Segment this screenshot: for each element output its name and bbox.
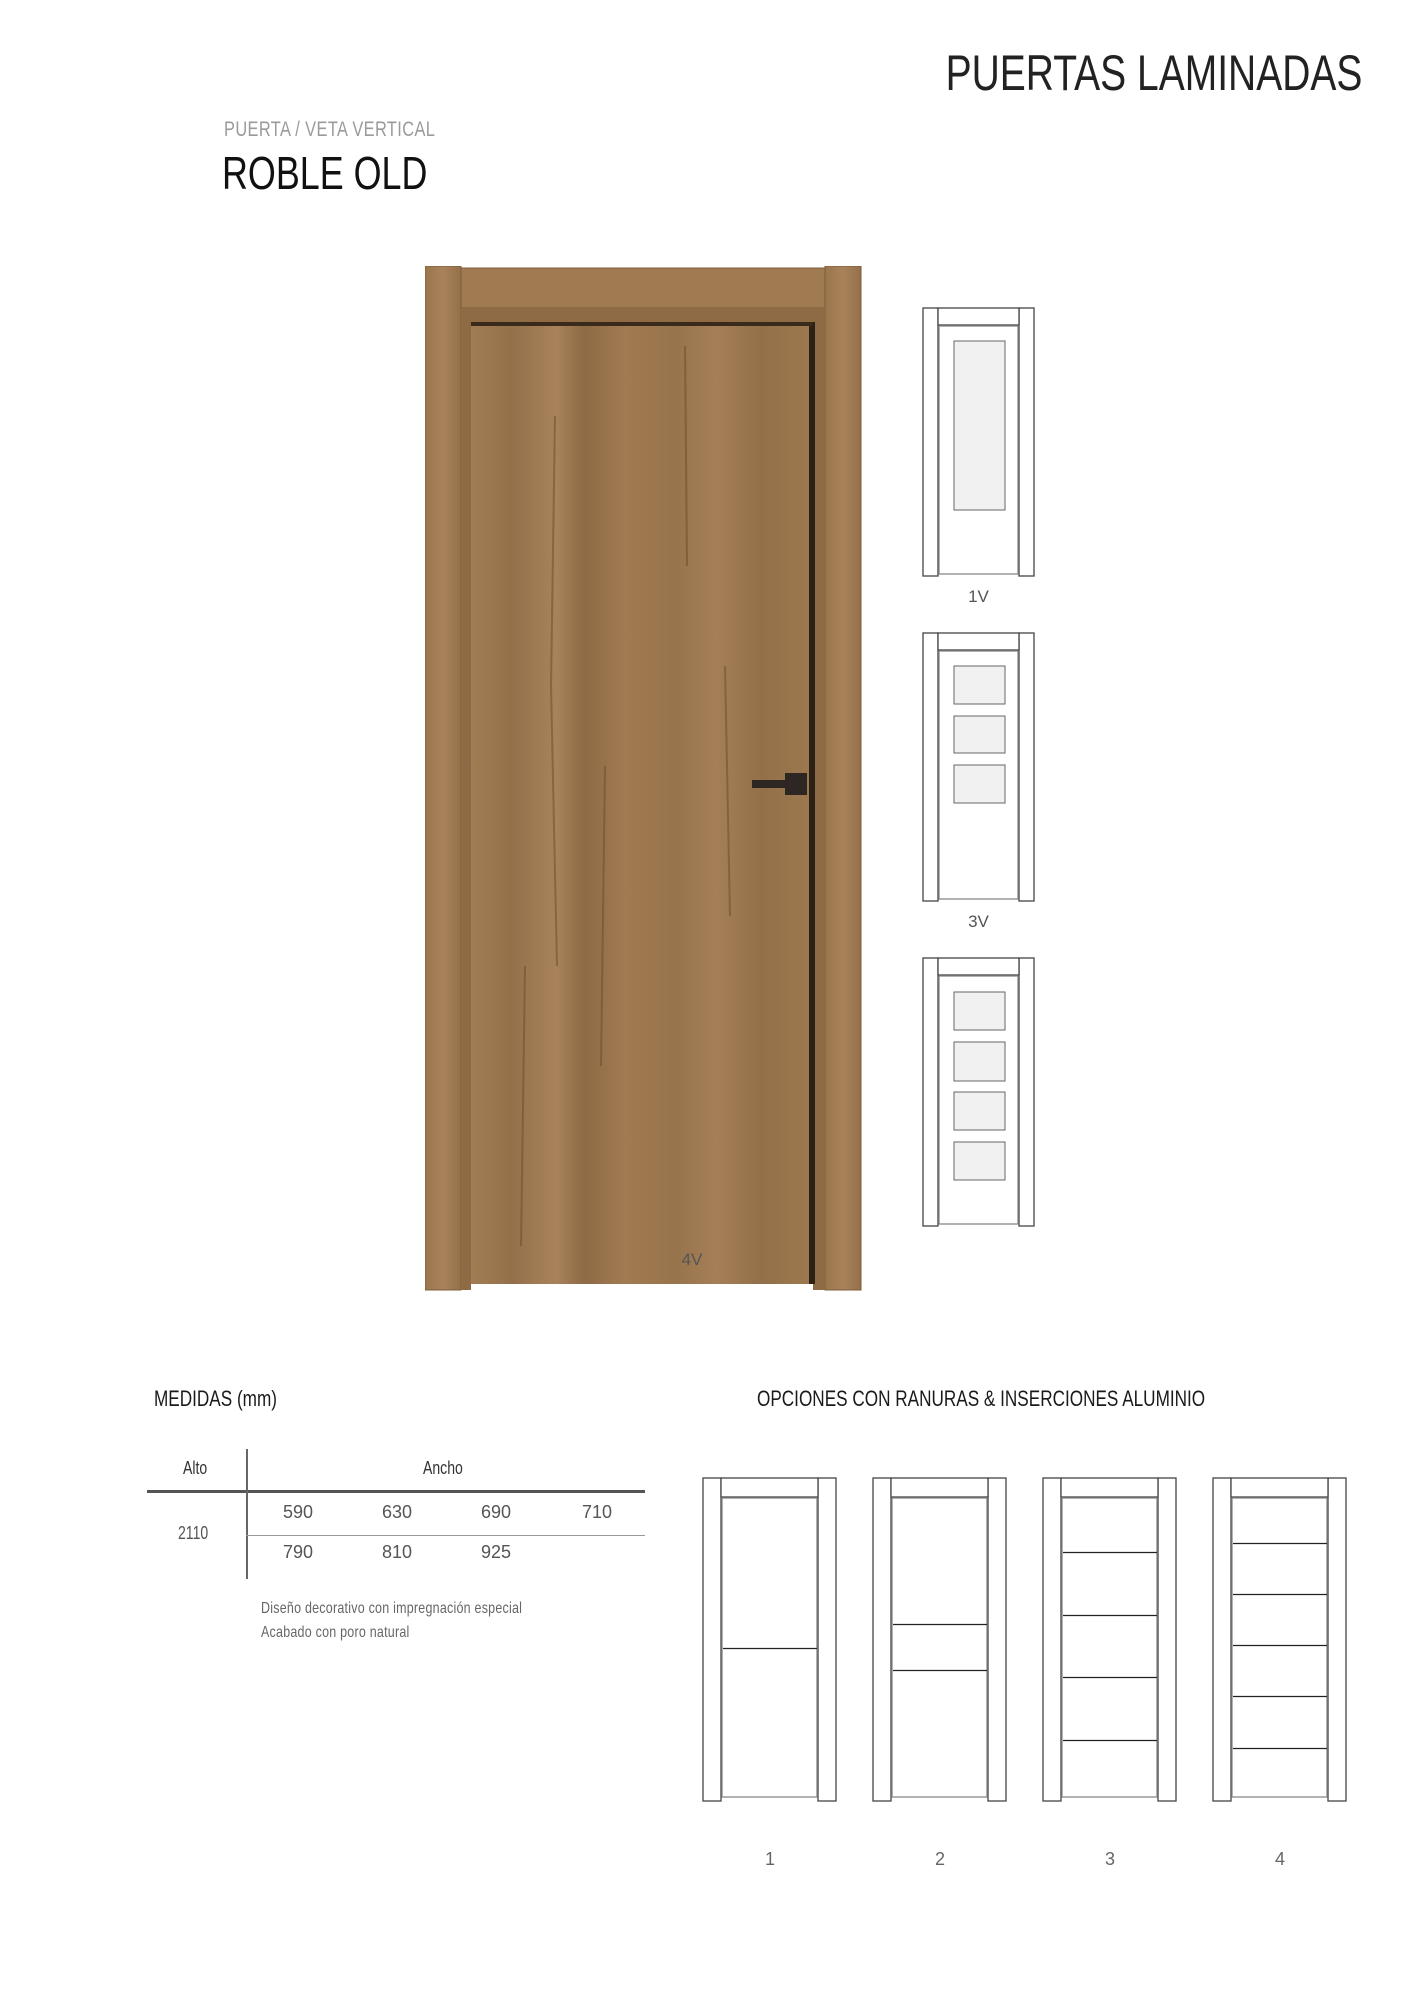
product-category-text: PUERTA / VETA VERTICAL	[224, 118, 436, 141]
product-name-text: ROBLE OLD	[222, 147, 428, 199]
door-variant-4v	[922, 957, 1037, 1229]
ancho-cell: 790	[283, 1542, 314, 1562]
glass-panel	[954, 1092, 1005, 1130]
ancho-cell: 710	[582, 1502, 613, 1522]
page-title-text: PUERTAS LAMINADAS	[945, 45, 1362, 101]
ancho-cell: 925	[481, 1542, 512, 1562]
glass-panel	[954, 992, 1005, 1030]
alto-header-text: Alto	[183, 1458, 208, 1478]
groove-option-4	[1212, 1477, 1348, 1803]
groove-option-label: 3	[1104, 1849, 1115, 1869]
door-variant-label: 3V	[968, 912, 989, 931]
door-variant-1v	[922, 307, 1037, 579]
note-2	[261, 1624, 451, 1642]
groove-option-2	[872, 1477, 1008, 1803]
glass-panel	[954, 666, 1005, 704]
groove-option-1	[702, 1477, 838, 1803]
note-1-text: Diseño decorativo con impregnación especial	[261, 1600, 523, 1617]
glass-panel	[954, 716, 1005, 753]
table-row-divider	[246, 1535, 645, 1536]
ancho-cell: 810	[382, 1542, 413, 1562]
ancho-cell: 690	[481, 1502, 512, 1522]
ancho-cell: 630	[382, 1502, 413, 1522]
groove-option-3	[1042, 1477, 1178, 1803]
page-title	[828, 44, 1362, 102]
alto-value-text: 2110	[178, 1523, 209, 1543]
measurements-heading	[154, 1386, 312, 1412]
ancho-header-text: Ancho	[423, 1458, 463, 1478]
alto-value	[178, 1523, 217, 1544]
groove-option-label: 2	[934, 1849, 945, 1869]
note-2-text: Acabado con poro natural	[261, 1624, 410, 1641]
note-1	[261, 1600, 596, 1618]
table-column-divider	[246, 1449, 248, 1579]
ancho-header	[423, 1458, 474, 1479]
glass-panel	[954, 1042, 1005, 1081]
options-heading-text: OPCIONES CON RANURAS & INSERCIONES ALUMINIO	[757, 1386, 1206, 1411]
alto-header	[183, 1458, 214, 1479]
glass-panel	[954, 765, 1005, 803]
ancho-cell: 590	[283, 1502, 314, 1522]
options-heading	[757, 1386, 1332, 1412]
groove-option-label: 1	[764, 1849, 775, 1869]
groove-option-label: 4	[1274, 1849, 1285, 1869]
table-header-divider	[147, 1490, 645, 1493]
door-variant-label: 1V	[968, 587, 989, 606]
product-category	[224, 118, 495, 142]
glass-panel	[954, 341, 1005, 510]
glass-panel	[954, 1142, 1005, 1180]
product-name	[222, 146, 485, 200]
main-door-label: 4V	[681, 1250, 703, 1269]
main-door-image	[425, 266, 863, 1292]
door-variant-3v	[922, 632, 1037, 904]
measurements-heading-text: MEDIDAS (mm)	[154, 1386, 277, 1411]
